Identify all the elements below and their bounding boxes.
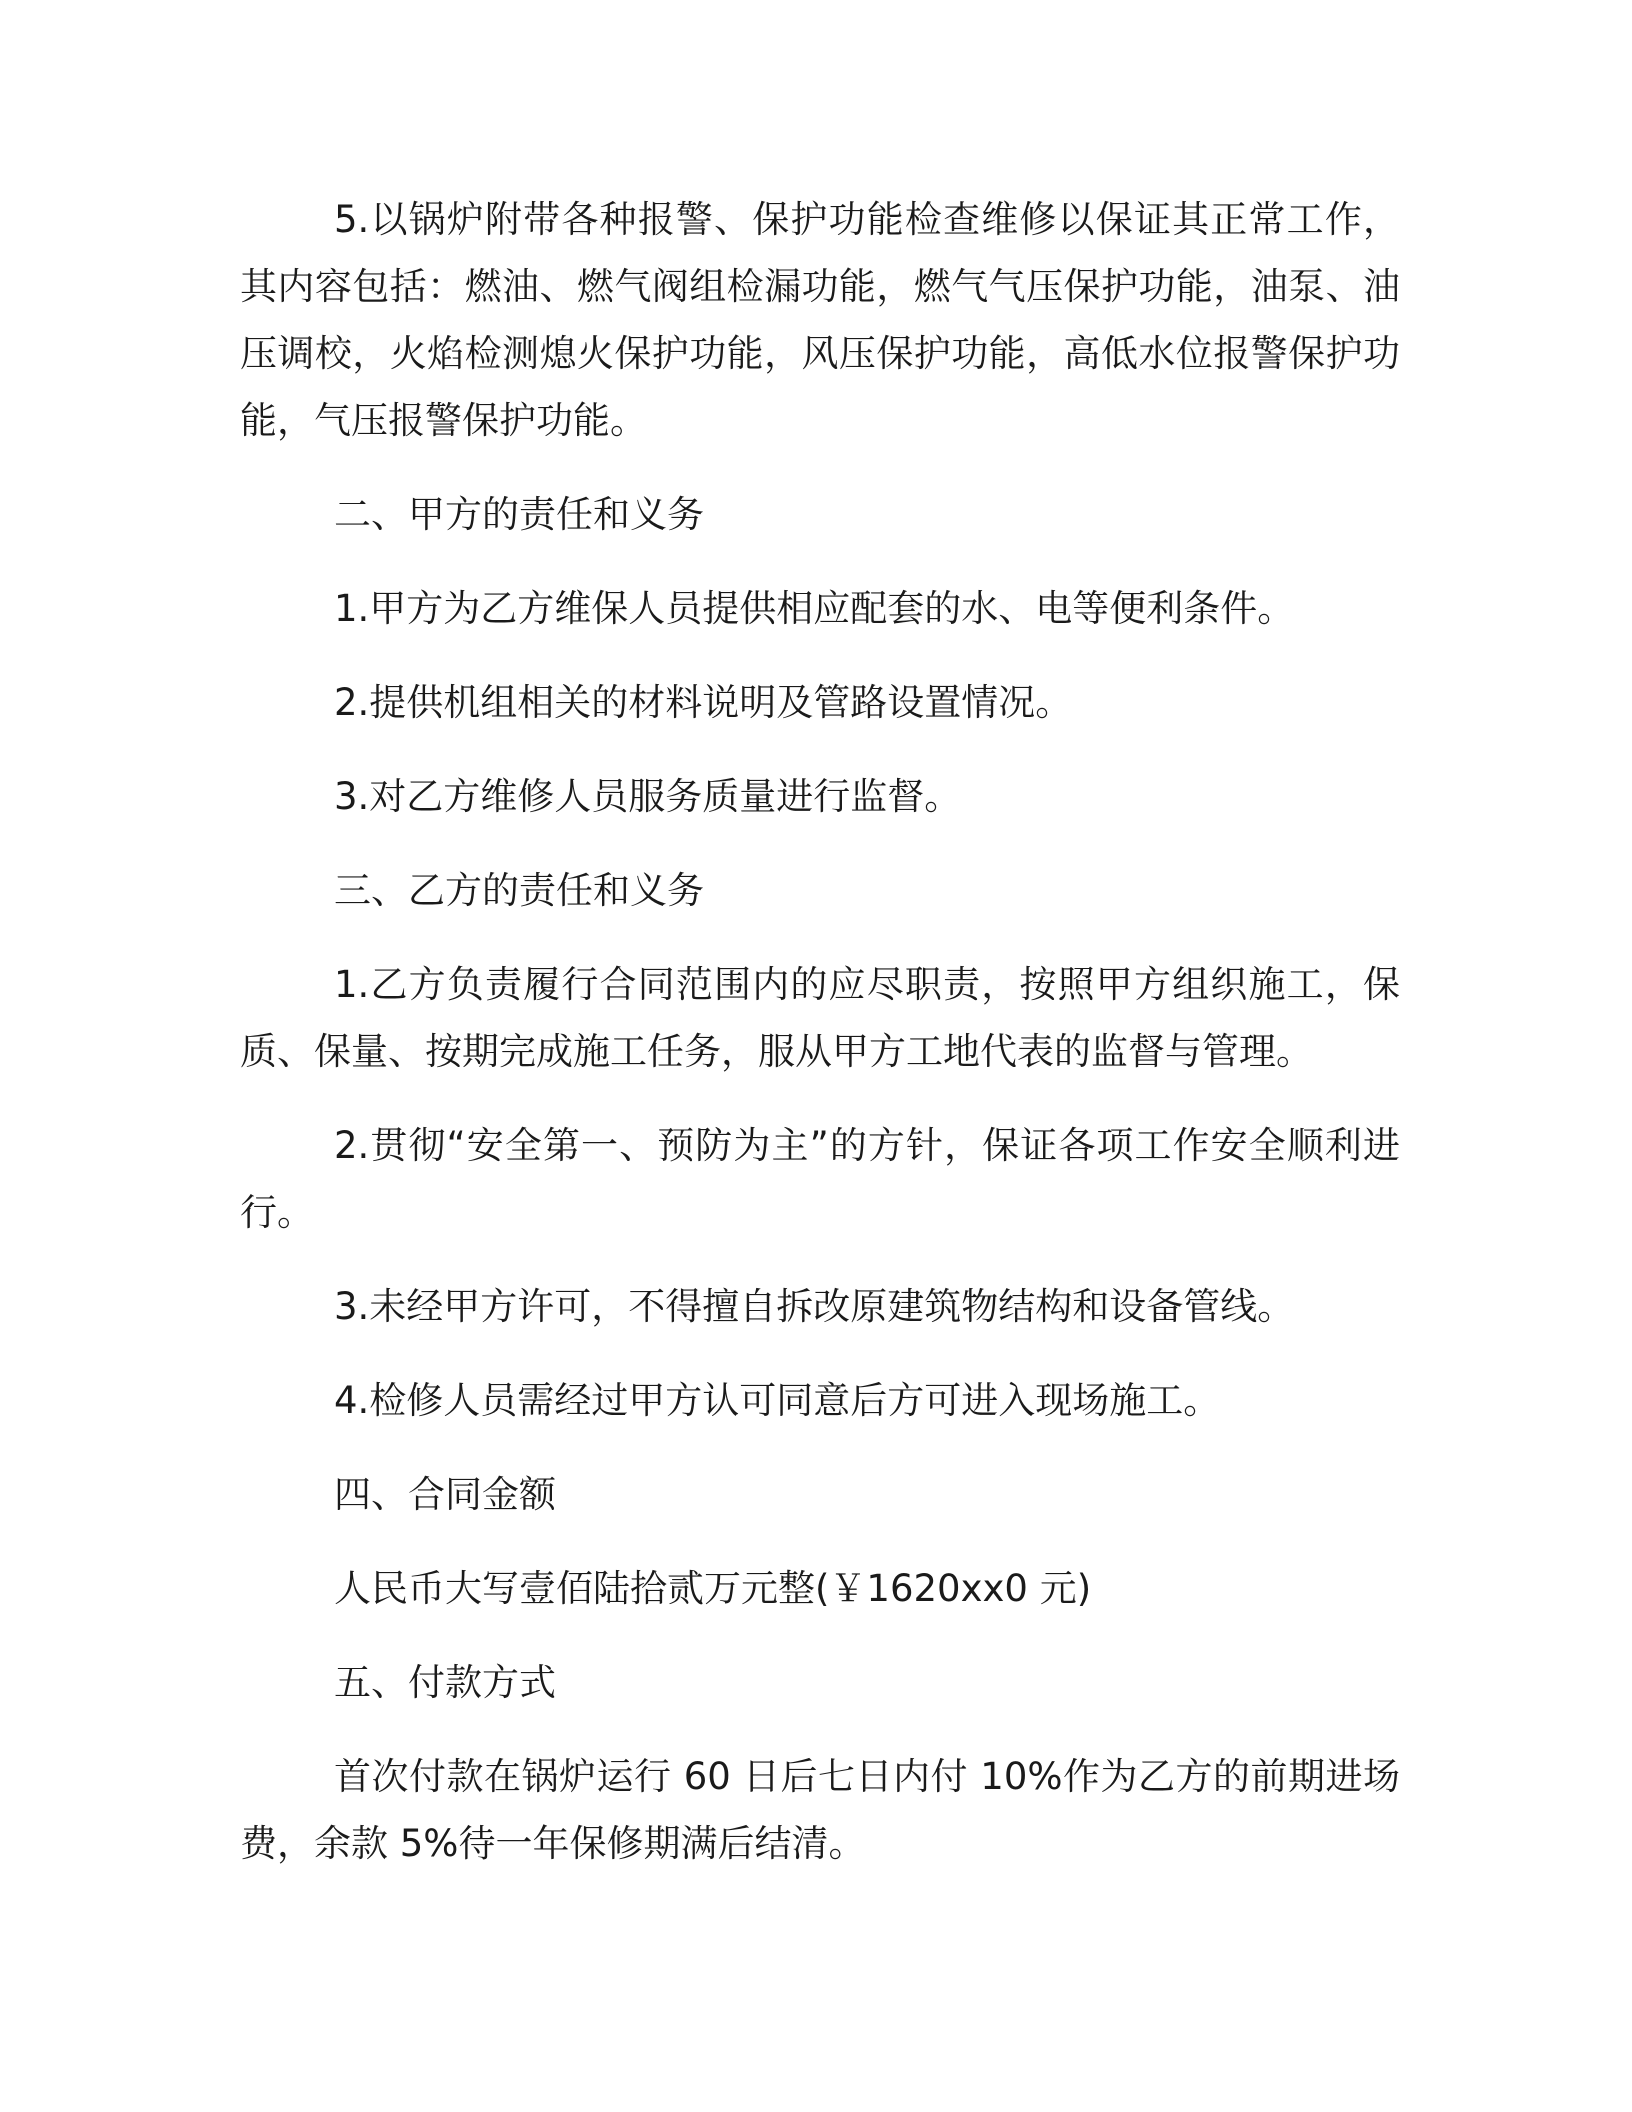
paragraph-alarm-protection-maintenance: 5.以锅炉附带各种报警、保护功能检查维修以保证其正常工作，其内容包括：燃油、燃气阀组检漏功能，燃气气压保护功能，油泵、油压调校，火焰检测熄火保护功能，风压保护功能，高低水位报警保护功能，气压报警保护功能。 — [240, 198, 1400, 442]
paragraph-party-b-item-3: 3.未经甲方许可，不得擅自拆改原建筑物结构和设备管线。 — [334, 1285, 1295, 1328]
section-heading-party-b-duties: 三、乙方的责任和义务 — [334, 869, 704, 912]
paragraph-party-b-item-2: 2.贯彻“安全第一、预防为主”的方针，保证各项工作安全顺利进行。 — [240, 1124, 1400, 1234]
section-heading-contract-amount: 四、合同金额 — [334, 1473, 556, 1516]
section-heading-party-a-duties: 二、甲方的责任和义务 — [334, 493, 704, 536]
paragraph-party-b-item-1: 1.乙方负责履行合同范围内的应尽职责，按照甲方组织施工，保质、保量、按期完成施工任务，服从甲方工地代表的监督与管理。 — [240, 963, 1400, 1073]
document-body — [240, 186, 1400, 1904]
paragraph-party-b-item-4: 4.检修人员需经过甲方认可同意后方可进入现场施工。 — [334, 1379, 1221, 1422]
paragraph-payment-terms: 首次付款在锅炉运行 60 日后七日内付 10%作为乙方的前期进场费，余款 5%待一年保修期满后结清。 — [240, 1755, 1400, 1865]
paragraph-party-a-item-3: 3.对乙方维修人员服务质量进行监督。 — [334, 775, 962, 818]
section-heading-payment-method: 五、付款方式 — [334, 1661, 556, 1704]
paragraph-contract-amount: 人民币大写壹佰陆拾贰万元整(￥1620xx0 元) — [334, 1567, 1092, 1610]
paragraph-party-a-item-1: 1.甲方为乙方维保人员提供相应配套的水、电等便利条件。 — [334, 587, 1295, 630]
paragraph-party-a-item-2: 2.提供机组相关的材料说明及管路设置情况。 — [334, 681, 1073, 724]
